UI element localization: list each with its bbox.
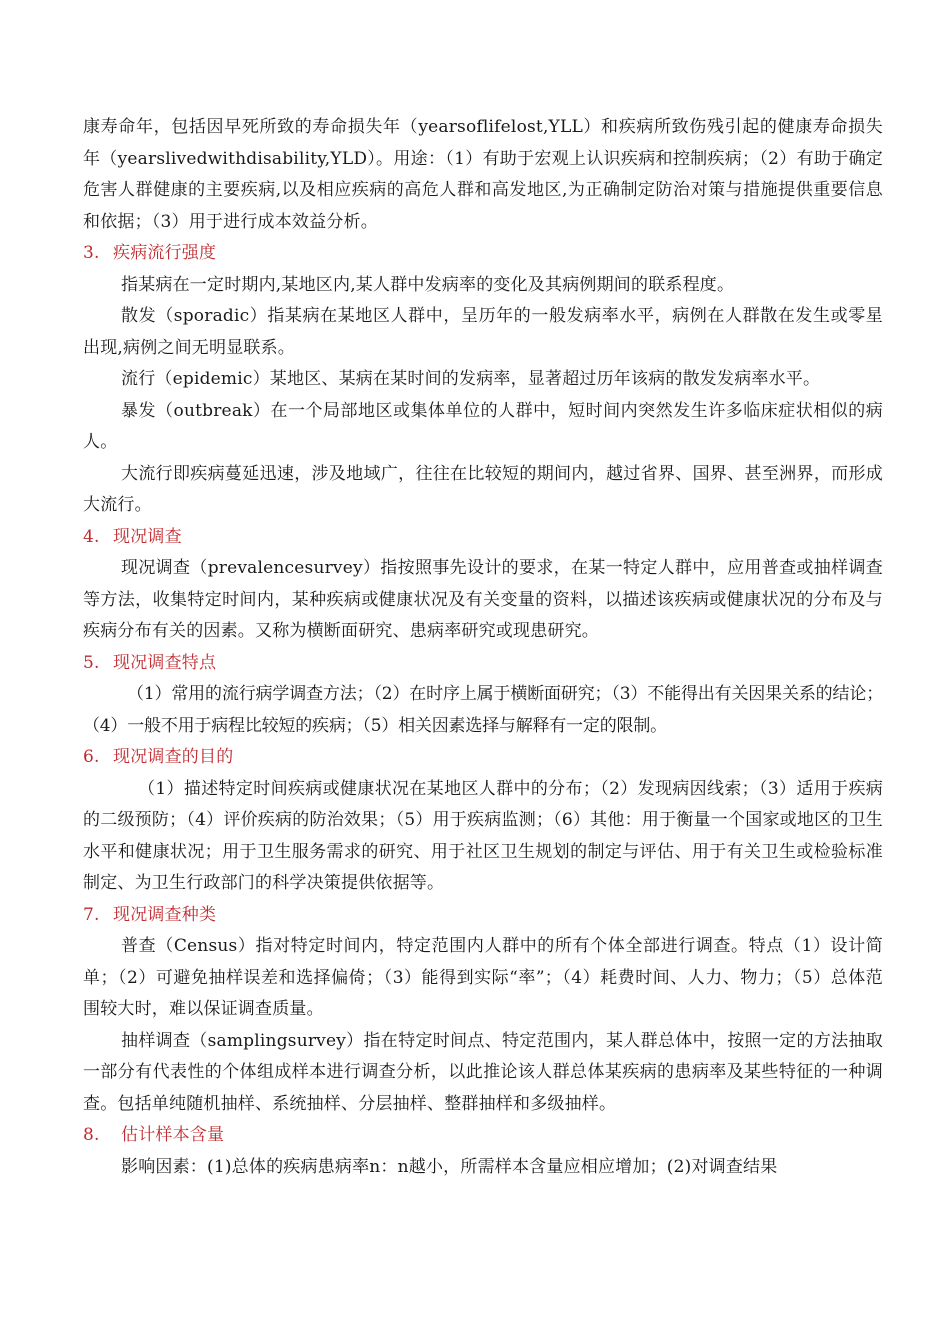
section-heading-8 [83, 1120, 883, 1152]
section-title: 现况调查特点 [113, 652, 217, 673]
section-number: 3. [83, 243, 100, 263]
section-title: 疾病流行强度 [113, 243, 217, 263]
paragraph-prevalence-survey: 现况调查（prevalencesurvey）指按照事先设计的要求，在某一特定人群中，应用普查或抽样调查等方法，收集特定时间内，某种疾病或健康状况及有关变量的资料，以描述该疾病或健康状况的分布及与疾病分布有关的因素。又称为横断面研究、患病率研究或现患研究。 [83, 558, 883, 641]
section-heading-3 [83, 238, 883, 270]
section-title: 估计样本含量 [121, 1125, 225, 1145]
section-title: 现况调查 [113, 526, 182, 547]
paragraph-pandemic: 大流行即疾病蔓延迅速，涉及地域广，往往在比较短的期间内，越过省界、国界、甚至洲界，而形成大流行。 [83, 463, 883, 515]
paragraph-survey-purpose: （1）描述特定时间疾病或健康状况在某地区人群中的分布；（2）发现病因线索；（3）适用于疾病的二级预防；（4）评价疾病的防治效果；（5）用于疾病监测；（6）其他：用于衡量一个国家或地区的卫生水平和健康状况；用于卫生服务需求的研究、用于社区卫生规划的制定与评估、用于有关卫生或检验标准制定、为卫生行政部门的科学决策提供依据等。 [83, 778, 883, 893]
paragraph-sporadic: 散发（sporadic）指某病在某地区人群中，呈历年的一般发病率水平，病例在人群散在发生或零星出现,病例之间无明显联系。 [83, 306, 883, 358]
section-number: 4. [83, 526, 100, 547]
section-heading-6 [83, 742, 883, 774]
paragraph-epidemic: 流行（epidemic）某地区、某病在某时间的发病率，显著超过历年该病的散发发病率水平。 [121, 369, 821, 389]
section-title: 现况调查种类 [113, 904, 217, 925]
section-heading-5 [83, 648, 883, 680]
document-body [83, 112, 883, 1183]
paragraph-sampling-survey: 抽样调查（samplingsurvey）指在特定时间点、特定范围内，某人群总体中，按照一定的方法抽取一部分有代表性的个体组成样本进行调查分析，以此推论该人群总体某疾病的患病率及某些特征的一种调查。包括单纯随机抽样、系统抽样、分层抽样、整群抽样和多级抽样。 [83, 1030, 883, 1114]
section-number: 5. [83, 652, 100, 673]
section-heading-4 [83, 522, 883, 554]
section-number: 6. [83, 747, 100, 767]
paragraph-survey-features: （1）常用的流行病学调查方法；（2）在时序上属于横断面研究；（3）不能得出有关因果关系的结论；（4）一般不用于病程比较短的疾病；（5）相关因素选择与解释有一定的限制。 [83, 684, 883, 736]
paragraph-outbreak: 暴发（outbreak）在一个局部地区或集体单位的人群中，短时间内突然发生许多临床症状相似的病人。 [83, 400, 883, 452]
paragraph-sample-size-factors: 影响因素：(1)总体的疾病患病率n：n越小，所需样本含量应相应增加；(2)对调查结果 [121, 1156, 778, 1177]
intro-paragraph: 康寿命年，包括因早死所致的寿命损失年（yearsoflifelost,YLL）和疾病所致伤残引起的健康寿命损失年（yearslivedwithdisability,YLD）。用途：（1）有助于宏观上认识疾病和控制疾病；（2）有助于确定危害人群健康的主要疾病,以及相应疾病的高危人群和高发地区,为正确制定防治对策与措施提供重要信息和依据；（3）用于进行成本效益分析。 [83, 117, 883, 232]
paragraph-census: 普查（Census）指对特定时间内，特定范围内人群中的所有个体全部进行调查。特点（1）设计简单；（2）可避免抽样误差和选择偏倚；（3）能得到实际“率”；（4）耗费时间、人力、物力；（5）总体范围较大时，难以保证调查质量。 [83, 936, 883, 1019]
section-heading-7 [83, 900, 883, 932]
section-number: 8. [83, 1125, 100, 1145]
section-title: 现况调查的目的 [113, 747, 234, 767]
paragraph-definition: 指某病在一定时期内,某地区内,某人群中发病率的变化及其病例期间的联系程度。 [121, 274, 735, 295]
section-number: 7. [83, 904, 100, 925]
